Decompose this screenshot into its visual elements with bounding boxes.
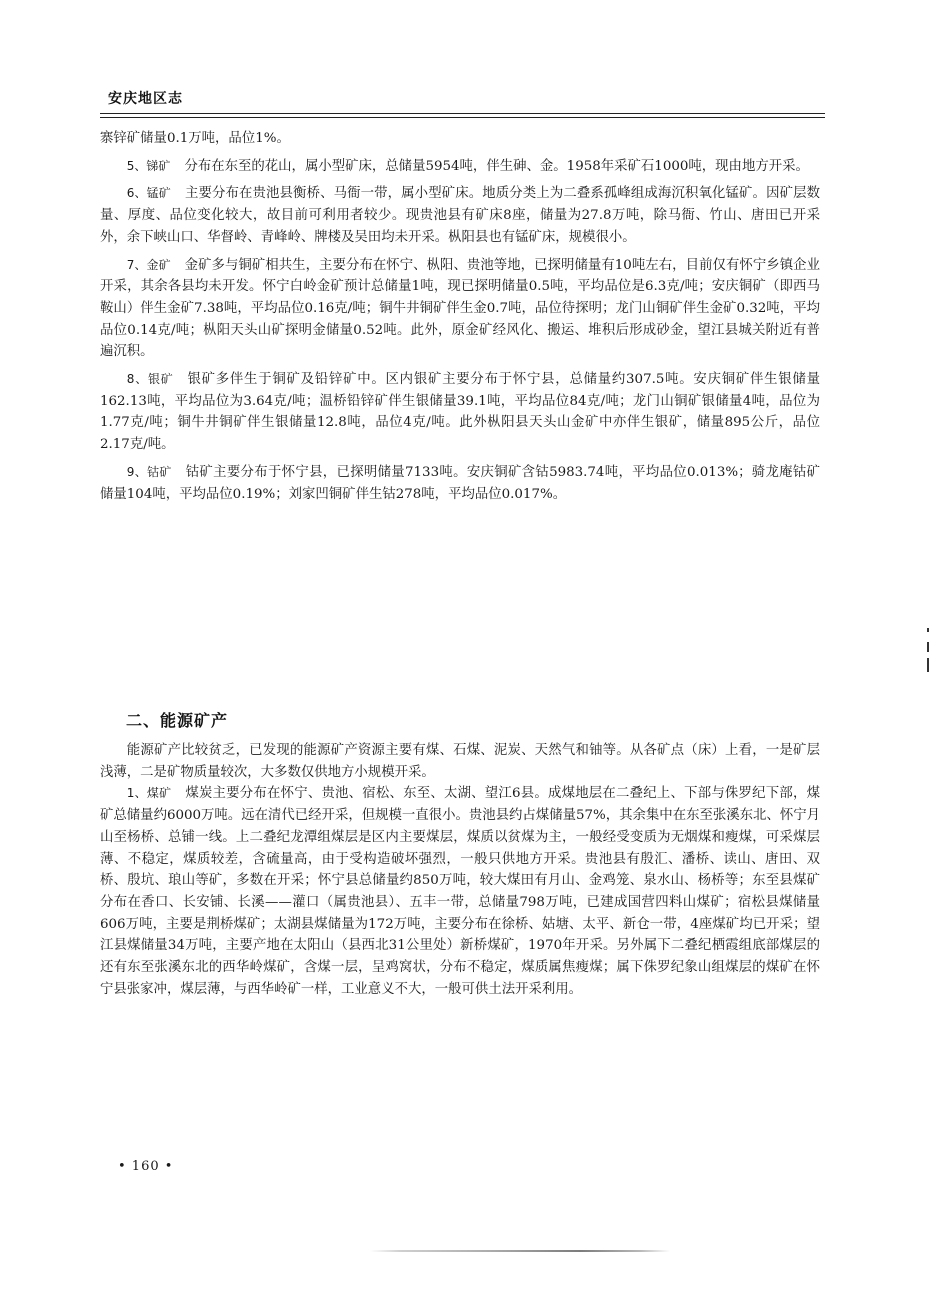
gold-text: 金矿多与铜矿相共生，主要分布在怀宁、枞阳、贵池等地，已探明储量有10吨左右，目前仅有怀宁乡镇企业开采，其余各县均未开发。怀宁白岭金矿预计总储量1吨，现已探明储量0.5吨，平均品位是6.3克/吨；安庆铜矿（即西马鞍山）伴生金矿7.38吨，平均品位0.16克/吨；铜牛井铜矿伴生金0.7吨，品位待探明；龙门山铜矿伴生金矿0.32吨，平均品位0.14克/吨；枞阳天头山矿探明金储量0.52吨。此外，原金矿经风化、搬运、堆积后形成砂金，望江县城关附近有普遍沉积。: [100, 257, 820, 360]
page-number: • 160 •: [118, 1159, 174, 1174]
coal-text: 煤炭主要分布在怀宁、贵池、宿松、东至、太湖、望江6县。成煤地层在二叠纪上、下部与侏罗纪下部，煤矿总储量约6000万吨。远在清代已经开采，但规模一直很小。贵池县约占煤储量57%，其余集中在东至张溪东北、怀宁月山至杨桥、总铺一线。上二叠纪龙潭组煤层是区内主要煤层，煤质以贫煤为主，一般经受变质为无烟煤和瘦煤，可采煤层薄、不稳定，煤质较差，含硫量高，由于受构造破坏强烈，一般只供地方开采。贵池县有殷汇、潘桥、读山、唐田、双桥、殷坑、琅山等矿，多数在开采；怀宁县总储量约850万吨，较大煤田有月山、金鸡笼、泉水山、杨桥等；东至县煤矿分布在香口、长安铺、长溪——灌口（属贵池县）、五丰一带，总储量798万吨，已建成国营四料山煤矿；宿松县煤储量606万吨，主要是荆桥煤矿；太湖县煤储量为172万吨，主要分布在徐桥、姑塘、太平、新仓一带，4座煤矿均已开采；望江县煤储量34万吨，主要产地在太阳山（县西北31公里处）新桥煤矿，1970年开采。另外属下二叠纪栖霞组底部煤层的还有东至张溪东北的西华岭煤矿，含煤一层，呈鸡窝状，分布不稳定，煤质属焦瘦煤；属下侏罗纪象山组煤层的煤矿在怀宁县张家冲，煤层薄，与西华岭矿一样，工业意义不大，一般可供土法开采利用。: [100, 786, 820, 997]
coal-paragraph: [100, 783, 820, 1000]
manganese-paragraph: [100, 183, 820, 248]
gold-lead: 7、金矿: [126, 257, 171, 272]
coal-lead: 1、煤矿: [126, 786, 172, 801]
scan-artifact-line: [370, 1250, 670, 1252]
manganese-lead: 6、锰矿: [126, 186, 171, 201]
header-rule-top: [100, 113, 825, 114]
silver-lead: 8、银矿: [126, 372, 174, 387]
running-head-title: 安庆地区志: [108, 91, 183, 107]
zinc-tail-paragraph: 寨锌矿储量0.1万吨，品位1%。: [100, 131, 290, 146]
energy-section-title: 二、能源矿产: [126, 711, 229, 730]
silver-paragraph: [100, 369, 820, 456]
antimony-lead: 5、锑矿: [126, 158, 171, 173]
margin-scan-marks: [925, 628, 931, 676]
minerals-body: [100, 128, 820, 505]
silver-text: 银矿多伴生于铜矿及铅锌矿中。区内银矿主要分布于怀宁县，总储量约307.5吨。安庆铜矿伴生银储量162.13吨，平均品位为3.64克/吨；温桥铅锌矿伴生银储量39.1吨，平均品位84克/吨；龙门山铜矿银储量4吨，品位为1.77克/吨；铜牛井铜矿伴生银储量12.8吨，品位4克/吨。此外枞阳县天头山金矿中亦伴生银矿，储量895公斤，品位2.17克/吨。: [100, 372, 820, 453]
antimony-text: 分布在东至的花山，属小型矿床，总储量5954吨，伴生砷、金。1958年采矿石1000吨，现由地方开采。: [184, 158, 809, 174]
energy-intro-paragraph: 能源矿产比较贫乏，已发现的能源矿产资源主要有煤、石煤、泥炭、天然气和铀等。从各矿点（床）上看，一是矿层浅薄，二是矿物质量较次，大多数仅供地方小规模开采。: [100, 743, 820, 780]
energy-body: [100, 740, 820, 1000]
cobalt-paragraph: [100, 462, 820, 505]
gold-paragraph: [100, 255, 820, 364]
manganese-text: 主要分布在贵池县衡桥、马衙一带，属小型矿床。地质分类上为二叠系孤峰组成海沉积氧化锰矿。因矿层数量、厚度、品位变化较大，故目前可利用者较少。现贵池县有矿床8座，储量为27.8万吨，除马衙、竹山、唐田已开采外，余下峡山口、华督岭、青峰岭、牌楼及吴田均未开采。枞阳县也有锰矿床，规模很小。: [100, 186, 821, 245]
header-rule-bottom: [100, 117, 825, 118]
cobalt-text: 钴矿主要分布于怀宁县，已探明储量7133吨。安庆铜矿含钴5983.74吨，平均品位0.013%；骑龙庵钴矿储量104吨，平均品位0.19%；刘家凹铜矿伴生钴278吨，平均品位0.017%。: [100, 464, 820, 502]
cobalt-lead: 9、钴矿: [126, 464, 172, 479]
antimony-paragraph: [100, 156, 820, 178]
